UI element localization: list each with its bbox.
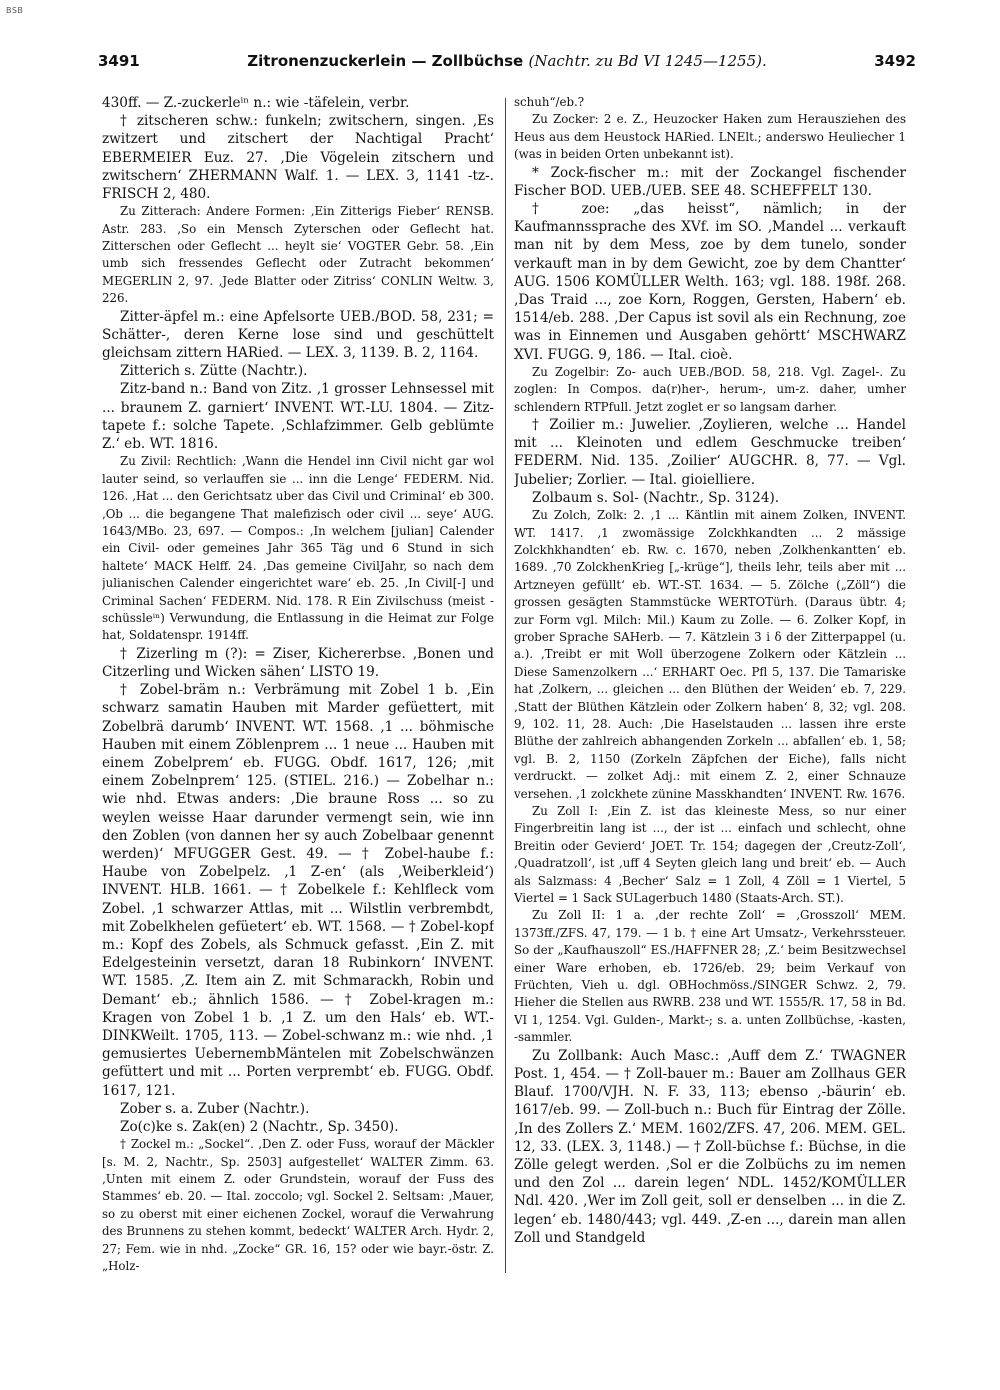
dictionary-entry: † Zizerling m (?): = Ziser, Kichererbse. ‚Bonen und Citzerling und Wicken sähen‘ LISTO 19. — [102, 645, 494, 680]
dictionary-entry: † Zockel m.: „Sockel“. ‚Den Z. oder Fuss, worauf der Mäckler [s. M. 2, Nachtr., Sp. 2503] aufgestellet‘ WALTER Zimm. 63. ‚Unten mit einem Z. oder Grundstein, worauf der Fuss des Stammes‘ eb. 20. — Ital. zoccolo; vgl. Sockel 2. Seltsam: ‚Mauer, so zu oberst mit einer eichenen Zockel, worauf die Verwahrung des Brunnens zu stehen kommt, bedeckt‘ WALTER Arch. Hydr. 2, 27; Fem. wie in nhd. „Zocke“ GR. 16, 15? oder wie bayr.-östr. Z. „Holz- — [102, 1137, 494, 1274]
dictionary-entry: Zitterich s. Zütte (Nachtr.). — [120, 363, 308, 380]
dictionary-entry: † zoe: „das heisst“, nämlich; in der Kaufmannssprache des XVf. im SO. ‚Mandel ... verkauft man nit by dem Mess, zoe by dem tunelo, sonder verkauft man in by dem Gewicht, zoe by dem Chantter‘ AUG. 1506 KOMÜLLER Welth. 163; vgl. 188. 198f. 268. ‚Das Traid ..., zoe Korn, Roggen, Gersten, Habern‘ eb. 1514/eb. 288. ‚Der Capus ist sovil als ein Rechnung, zoe was in Einnemen und Ausgaben gehörtt‘ MSCHWARZ XVI. FUGG. 9, 186. — Ital. cioè. — [514, 201, 906, 363]
running-title — [98, 52, 916, 70]
dictionary-entry: schuh“/eb.? — [514, 95, 585, 109]
dictionary-entry: Zitz-band n.: Band von Zitz. ‚1 grosser Lehnsessel mit ... braunem Z. garniert‘ INVENT. WT.-LU. 1804. — Zitz-tapete f.: solche Tapete. ‚Schlafzimmer. Gelb geblümte Z.‘ eb. WT. 1816. — [102, 381, 494, 453]
running-title-main: Zitronenzuckerlein — Zollbüchse — [247, 52, 524, 70]
page-number-right: 3492 — [874, 52, 916, 70]
column-divider — [505, 98, 506, 1273]
dictionary-entry: Zu Zocker: 2 e. Z., Heuzocker Haken zum Herausziehen des Heus aus dem Heustock HARied. LNElt.; anderswo Heuliecher 1 (was in beiden Orten unbekannt ist). — [514, 112, 906, 162]
dictionary-entry: Zu Zoll I: ‚Ein Z. ist das kleineste Mess, so nur einer Fingerbreitin lang ist ..., der ist ... einfach und schlecht, ohne Breitin oder Gevierd‘ JOET. Tr. 154; dagegen der ‚Creutz-Zoll‘, ‚Quadratzoll‘, ist ‚uff 4 Seyten gleich lang und breit‘ eb. — Auch als Salzmass: 4 ‚Becher‘ Salz = 1 Zoll, 4 Zöll = 1 Viertel, 5 Viertel = 1 Sack SULagerbuch 1480 (Staats-Arch. ST.). — [514, 804, 906, 906]
dictionary-entry: Zo(c)ke s. Zak(en) 2 (Nachtr., Sp. 3450). — [120, 1119, 399, 1136]
dictionary-entry: Zolbaum s. Sol- (Nachtr., Sp. 3124). — [532, 489, 780, 506]
right-column — [514, 94, 906, 1300]
dictionary-entry: Zu Zoll II: 1 a. ‚der rechte Zoll‘ = ‚Grosszoll‘ MEM. 1373ff./ZFS. 47, 179. — 1 b. † eine Art Umsatz-, Verkehrssteuer. So der „Kaufhauszoll“ ES./HAFFNER 28; ‚Z.‘ beim Besitzwechsel einer Ware erhoben, eb. 1726/eb. 29; beim Verkauf von Früchten, Vieh u. dgl. OBHochmöss./SINGER Schwz. 2, 79. Hieher die Stellen aus RWRB. 238 und WT. 1555/R. 17, 58 in Bd. VI 1, 1254. Vgl. Gulden-, Markt-; s. a. unten Zollbüchse, -kasten, -sammler. — [514, 908, 906, 1045]
page-header — [98, 52, 916, 78]
dictionary-entry: Zitter-äpfel m.: eine Apfelsorte UEB./BOD. 58, 231; = Schätter-, deren Kerne lose sind und geschüttelt gleichsam zittern HARied. — LEX. 3, 1139. B. 2, 1164. — [102, 308, 494, 362]
dictionary-entry: Zu Zogelbir: Zo- auch UEB./BOD. 58, 218. Vgl. Zagel-. Zu zoglen: In Compos. da(r)her-, herum-, um-z. daher, umher schlendern RTPfull. Jetzt zoglet er so langsam darher. — [514, 364, 906, 414]
dictionary-entry: Zober s. a. Zuber (Nachtr.). — [120, 1100, 310, 1117]
left-column — [102, 94, 494, 1352]
dictionary-entry: † Zoilier m.: Juwelier. ‚Zoylieren, welche ... Handel mit ... Kleinoten und edlem Geschmucke treiben‘ FEDERM. Nid. 135. ‚Zoilier‘ AUGCHR. 8, 77. — Vgl. Jubelier; Zorlier. — Ital. gioielliere. — [514, 417, 906, 488]
dictionary-entry: Zu Zollbank: Auch Masc.: ‚Auff dem Z.‘ TWAGNER Post. 1, 454. — † Zoll-bauer m.: Bauer am Zollhaus GER Blauf. 1700/VJH. N. F. 33, 113; ebenso ‚-bäurin‘ eb. 1617/eb. 99. — Zoll-buch n.: Buch für Eintrag der Zölle. ‚In des Zollers Z.‘ MEM. 1602/ZFS. 47, 206. MEM. GEL. 12, 33. (LEX. 3, 1148.) — † Zoll-büchse f.: Büchse, in die Zölle gelegt werden. ‚Sol er die Zolbüchs zu im nemen und den Zol ... darein legen‘ NDL. 1452/KOMÜLLER Ndl. 420. ‚Wer im Zoll geit, soll er denselben ... in die Z. legen‘ eb. 1480/443; vgl. 449. ‚Z-en ..., darein man allen Zoll und Standgeld — [514, 1047, 906, 1246]
running-title-subtitle: (Nachtr. zu Bd VI 1245—1255). — [528, 52, 767, 70]
library-stamp: BSB — [6, 6, 24, 15]
dictionary-entry: † zitscheren schw.: funkeln; zwitschern, singen. ‚Es zwitzert und zitschert der Nachtigal Pracht‘ EBERMEIER Euz. 27. ‚Die Vögelein zitschern und zwitschern‘ ZHERMANN Walf. 1. — LEX. 3, 1141 -tz-. FRISCH 2, 480. — [102, 113, 494, 203]
dictionary-entry: † Zobel-bräm n.: Verbrämung mit Zobel 1 b. ‚Ein schwarz samatin Hauben mit Marder gefüettert, mit Zobelbrä darumb‘ INVENT. WT. 1568. ‚1 ... böhmische Hauben mit einem Zöblenprem ... 1 neue ... Hauben mit einem Zobelprem‘ eb. FUGG. Obdf. 1617, 126; ‚mit einem Zobelnprem‘ 125. (STIEL. 216.) — Zobelhar n.: wie nhd. Etwas anders: ‚Die braune Ross ... so zu weylen weisse Haar darunder vermengt sein, wie inn den Zoblen (von dannen her sy auch Zobelbaar genennt werden)‘ MFUGGER Gest. 49. — † Zobel-haube f.: Haube von Zobelpelz. ‚1 Z-en‘ (als ‚Weiberkleid‘) INVENT. HLB. 1661. — † Zobelkele f.: Kehlfleck vom Zobel. ‚1 schwarzer Attlas, mit ... Wilstlin verbrembdt, mit Zobelkhelen gefüetert‘ eb. WT. 1568. — † Zobel-kopf m.: Kopf des Zobels, als Schmuck gefasst. ‚Ein Z. mit Edelgesteinin versetzt, daran 18 Rubinkorn‘ INVENT. WT. 1585. ‚Z. Item ain Z. mit Schmarackh, Robin und Demant‘ eb.; ähnlich 1586. — † Zobel-kragen m.: Kragen von Zobel 1 b. ‚1 Z. um den Hals‘ eb. WT.-DINKWeilt. 1705, 113. — Zobel-schwanz m.: wie nhd. ‚1 gemusiertes UebernembMäntelen mit Zobelschwänzen gefüttert und mit ... Porten verprembt‘ eb. FUGG. Obdf. 1617, 121. — [102, 682, 494, 1099]
dictionary-entry: Zu Zolch, Zolk: 2. ‚1 ... Käntlin mit ainem Zolken, INVENT. WT. 1417. ‚1 zwomässige Zolckhkandten ... 2 mässige Zolckhkhandten‘ eb. Rw. c. 1670, neben ‚Zolkhenkantten‘ eb. 1689. ‚70 ZolckhenKrieg [„-krüge“], theils lehr, teils aber mit ... Artzneyen gefüllt‘ eb. WT.-ST. 1634. — 5. Zölche („Zöll“) die grossen gesägten Stammstücke WERTOTürh. (Daraus übtr. 4; zur Form vgl. Milch: Mil.) Kaum zu Zolle. — 6. Zolker Kopf, in grober Sprache SAHerb. — 7. Kätzlein 3 i δ der Zitterpappel (u. a.). ‚Treibt er mit Woll überzogene Zolkern oder Kätzlein ... Diese Samenzolkern ...‘ ERHART Oec. Pfl 5, 137. Die Tamariske hat ‚Zolkern, ... gleichen ... den Blüthen der Weiden‘ eb. 7, 229. ‚Statt der Blüthen Kätzlein oder Zolkern haben‘ 8, 32; vgl. 208. 9, 102. 11, 28. Auch: ‚Die Haselstauden ... lassen ihre erste Blüthe der zahlreich abhangenden Zorkeln ... abfallen‘ eb. 1, 58; vgl. B. 2, 1150 (Zorkeln Zäpfchen der Eiche), falls nicht verdruckt. — zolket Adj.: mit einem Z. 2, einer Schnauze versehen. ‚1 zolckhete zünine Masskhandten‘ INVENT. Rw. 1676. — [514, 508, 906, 801]
page-number-left: 3491 — [98, 52, 140, 70]
dictionary-entry: Zu Zivil: Rechtlich: ‚Wann die Hendel inn Civil nicht gar wol lauter seind, so verlauffen sie ... inn die Lenge‘ FEDERM. Nid. 126. ‚Hat ... den Gerichtsatz uber das Civil und Criminal‘ eb 300. ‚Ob ... die begangene That malefizisch oder civil ... seye‘ AUG. 1643/MBo. 23, 697. — Compos.: ‚In welchem [julian] Calender ein Civil- oder gemeines Jahr 365 Täg und 6 Stund in sich haltete‘ MACK Helff. 24. ‚Das gemeine CivilJahr, so nach dem julianischen Calender eingerichtet ware‘ eb. 25. ‚In Civil[-] und Criminal Sachen‘ FEDERM. Nid. 178. R Ein Zivilschuss (meist -schüssleⁱⁿ) Verwundung, die Entlassung in die Heimat zur Folge hat, Soldatenspr. 1914ff. — [102, 454, 494, 643]
dictionary-entry: * Zock-fischer m.: mit der Zockangel fischender Fischer BOD. UEB./UEB. SEE 48. SCHEFFELT 130. — [514, 164, 906, 199]
dictionary-entry: 430ff. — Z.-zuckerleⁱⁿ n.: wie -täfelein, verbr. — [102, 95, 410, 111]
dictionary-entry: Zu Zitterach: Andere Formen: ‚Ein Zitterigs Fieber‘ RENSB. Astr. 283. ‚So ein Mensch Zyterschen oder Geflecht hat. Zitterschen oder Geflecht ... heylt sie‘ VOGTER Gebr. 58. ‚Ein umb sich fressendes Geflecht oder Zutracht bekommen‘ MEGERLIN 2, 97. ‚Jede Blatter oder Zitriss‘ CONLIN Weltw. 3, 226. — [102, 204, 494, 306]
